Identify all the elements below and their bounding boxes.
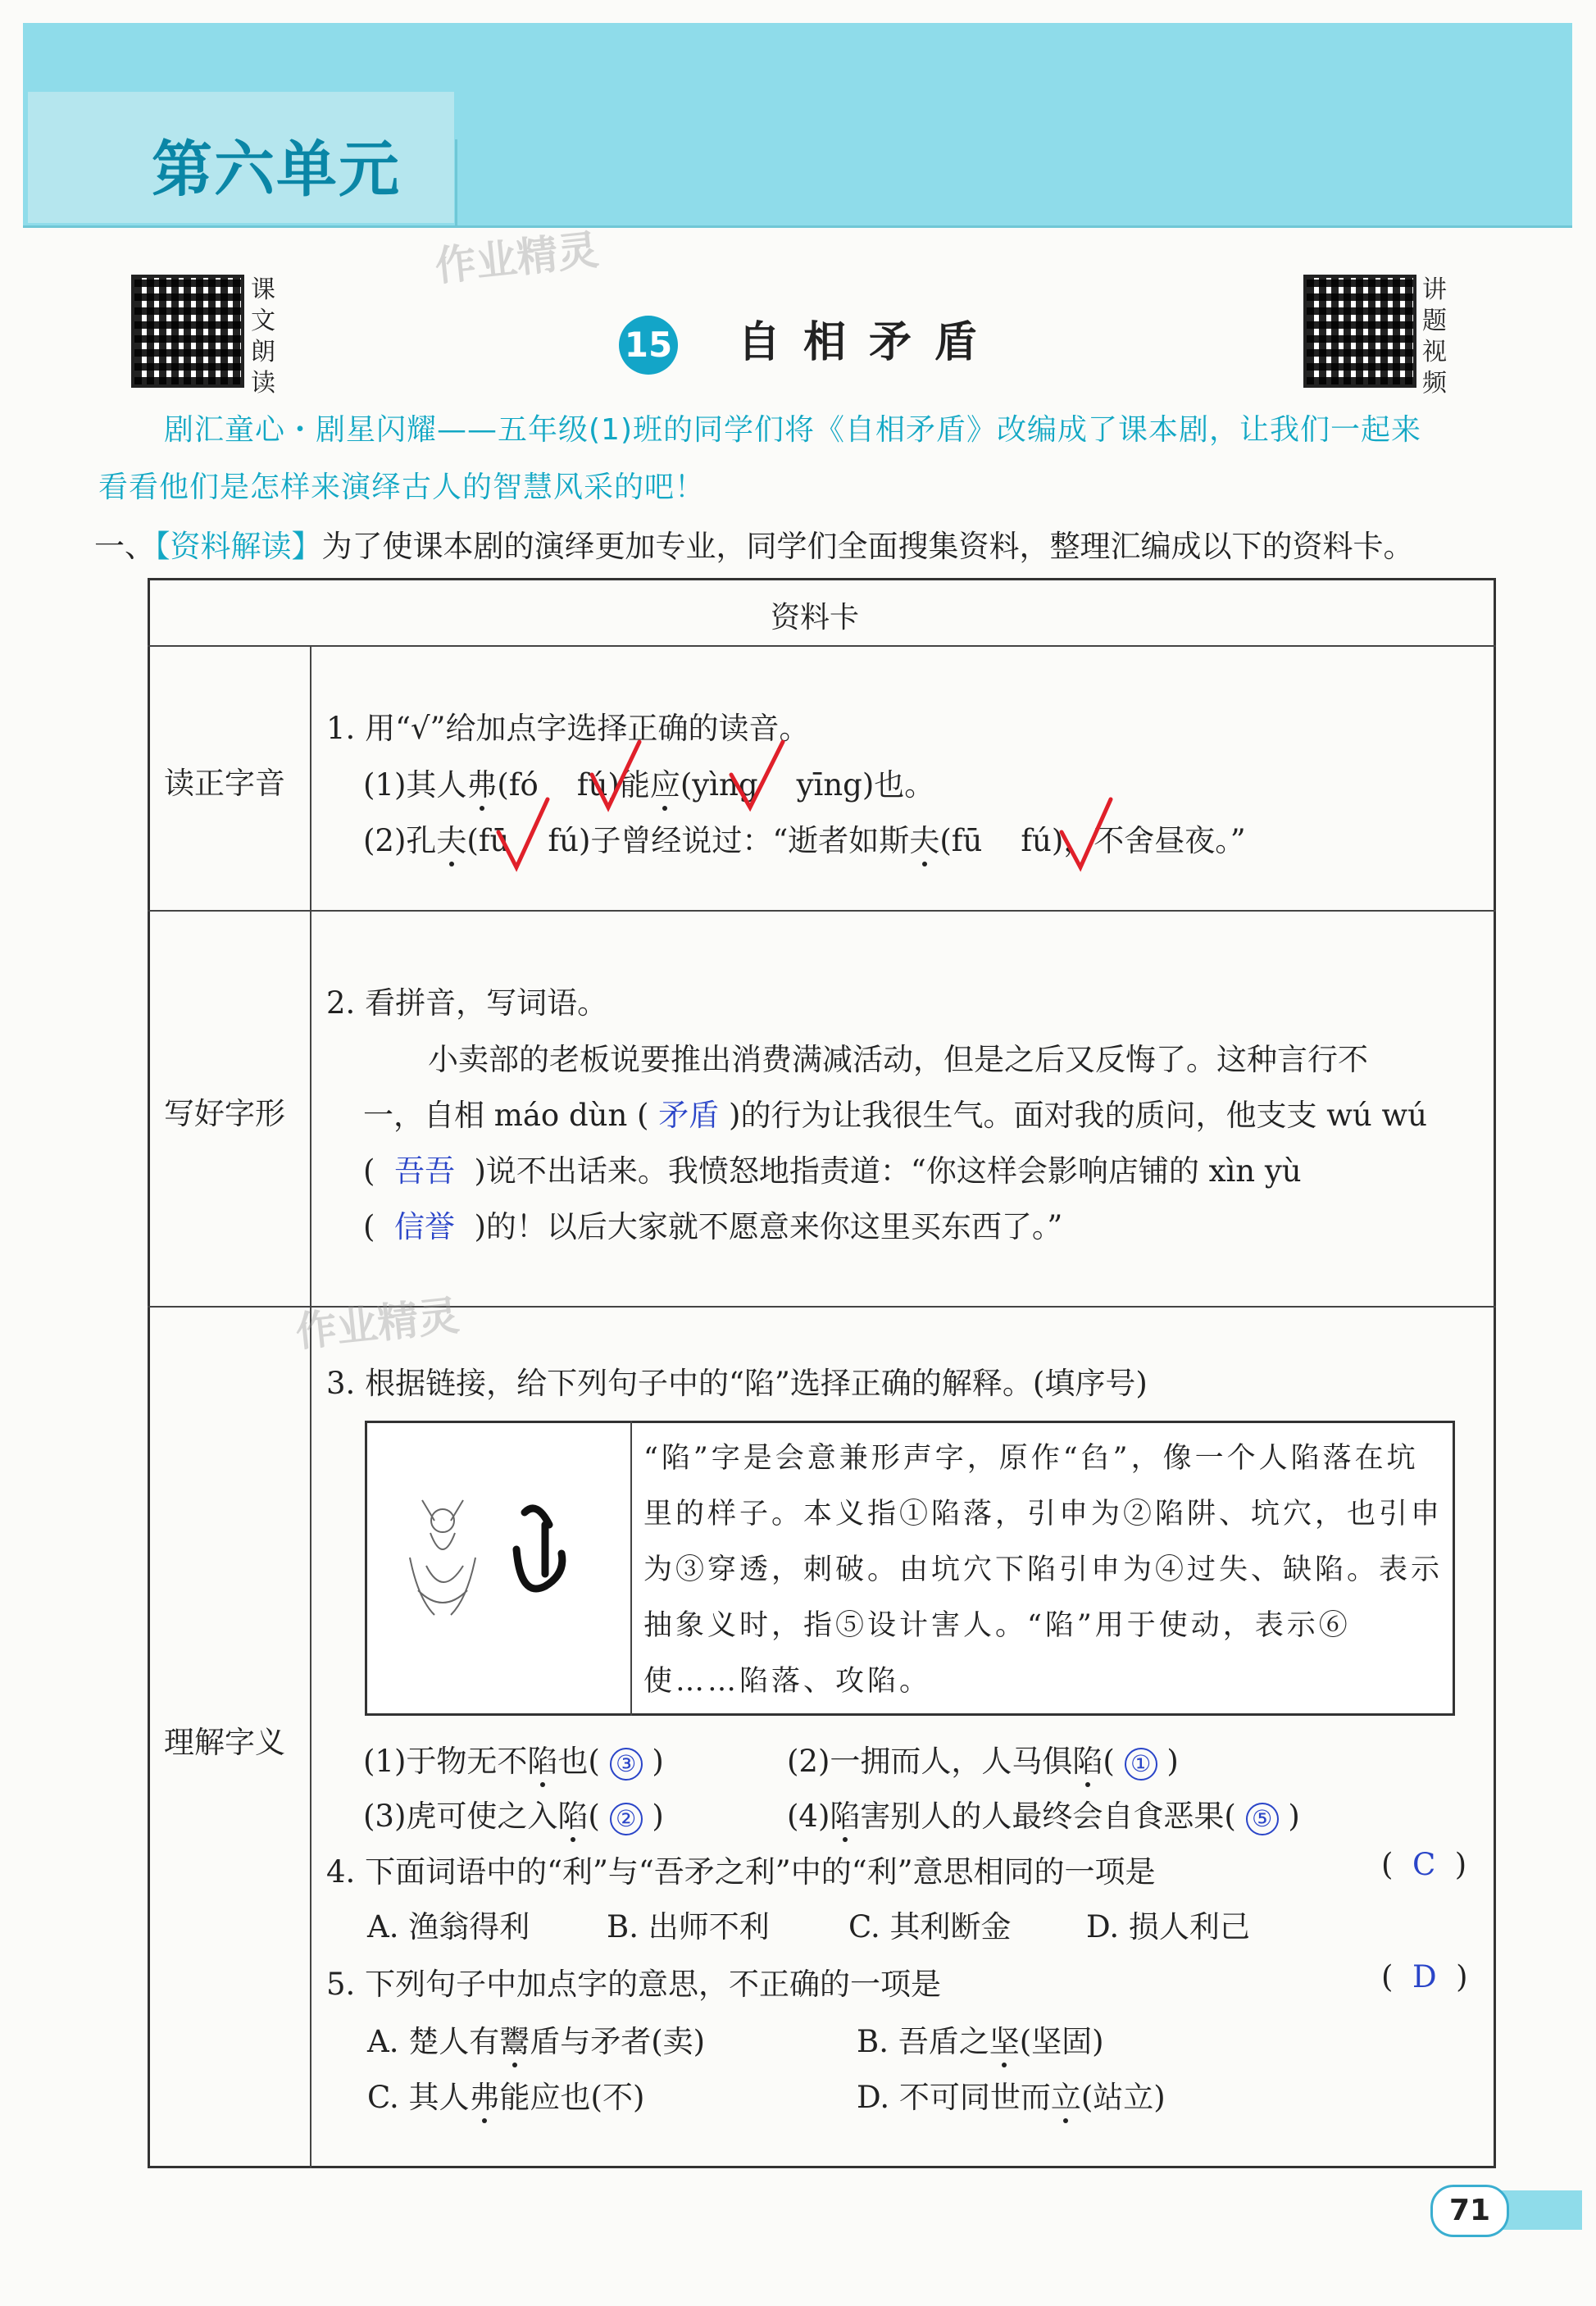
q5-d-text: D. 不可同世而 xyxy=(857,2080,1051,2115)
q2-line-3 xyxy=(363,1146,1302,1190)
row-label-meaning: 理解字义 xyxy=(164,1725,285,1760)
q2-line3-b: )说不出话来。我愤怒地指责道：“你这样会影响店铺的 xìn yù xyxy=(474,1153,1302,1189)
lesson-number-badge: 15 xyxy=(619,316,678,375)
q3-sub2-b: ( xyxy=(1103,1744,1115,1779)
answer-circle: ⑤ xyxy=(1246,1803,1279,1835)
card-header: 资料卡 xyxy=(771,601,860,634)
q5-a-text-2: 盾与矛者(卖) xyxy=(530,2024,706,2059)
q2-line4-b: )的！以后大家就不愿意来你这里买东西了。” xyxy=(474,1209,1063,1244)
q1-line1-c: fú)能 xyxy=(576,767,650,803)
q4-option-c: C. 其利断金 xyxy=(848,1909,1012,1944)
qr-code-reading[interactable] xyxy=(131,275,244,388)
dotted-char: 夫 xyxy=(436,816,466,860)
answer-circle: ③ xyxy=(610,1748,643,1781)
q3-sub-3 xyxy=(363,1791,664,1835)
q5-answer-bracket: ( D ) xyxy=(1381,1959,1468,1994)
intro-line-2: 看看他们是怎样来演绎古人的智慧风采的吧！ xyxy=(98,471,706,504)
q1-line-1 xyxy=(363,760,934,804)
q3-sub3-a: (3)虎可使之入 xyxy=(363,1799,558,1834)
q5-title: 5. 下列句子中加点字的意思，不正确的一项是 xyxy=(326,1967,942,2002)
q2-line2-b: )的行为让我很生气。面对我的质问，他支支 wú wú xyxy=(729,1098,1427,1133)
q2-line-2 xyxy=(363,1090,1427,1135)
dotted-char: 陷 xyxy=(830,1791,860,1835)
q5-d-text-2: (站立) xyxy=(1080,2080,1166,2115)
close-paren: ) xyxy=(1166,1744,1179,1779)
close-paren: ) xyxy=(1288,1799,1300,1834)
q4-option-a: A. 渔翁得利 xyxy=(367,1909,530,1944)
q3-sub4-a: (4) xyxy=(787,1799,830,1834)
qr-label-video: 讲题视频 xyxy=(1422,275,1447,398)
q3-sub1-b: 也( xyxy=(557,1744,600,1779)
q2-line2-a: 一，自相 máo dùn ( xyxy=(363,1098,649,1133)
q3-sub1-a: (1)于物无不 xyxy=(363,1744,528,1779)
dotted-char: 陷 xyxy=(557,1791,588,1835)
row-label-pronunciation: 读正字音 xyxy=(164,766,285,801)
q3-sub4-b: 害别人的人最终会自食恶果( xyxy=(860,1799,1236,1834)
q4-answer-bracket: ( C ) xyxy=(1381,1847,1467,1882)
q2-line-1: 小卖部的老板说要推出消费满减活动，但是之后又反悔了。这种言行不 xyxy=(428,1042,1368,1077)
answer-xinyu: 信誉 xyxy=(393,1209,455,1244)
q1-line2-a: (2)孔 xyxy=(363,823,437,858)
q5-option-a xyxy=(367,2017,705,2061)
unit-title: 第六单元 xyxy=(152,134,401,205)
intro-line-1: 剧汇童心・剧星闪耀——五年级(1)班的同学们将《自相矛盾》改编成了课本剧，让我们一起来 xyxy=(164,413,1421,447)
q5-b-text: B. 吾盾之 xyxy=(857,2024,989,2059)
qr-code-video[interactable] xyxy=(1303,275,1416,388)
q1-line1-e: yīng)也。 xyxy=(796,767,935,803)
q3-title: 3. 根据链接，给下列句子中的“陷”选择正确的解释。(填序号) xyxy=(326,1366,1148,1401)
q1-title: 1. 用“√”给加点字选择正确的读音。 xyxy=(326,711,810,746)
table-divider xyxy=(148,645,1496,647)
question-1-text: 为了使课本剧的演绎更加专业，同学们全面搜集资料，整理汇编成以下的资料卡。 xyxy=(321,529,1414,564)
q5-c-text: C. 其人 xyxy=(367,2080,470,2115)
q5-b-text-2: (坚固) xyxy=(1019,2024,1104,2059)
q5-option-b xyxy=(857,2017,1104,2061)
q3-sub3-b: ( xyxy=(588,1799,600,1834)
q2-line4-a: ( xyxy=(363,1209,375,1244)
question-1-prefix: 一、 xyxy=(94,529,155,564)
q1-line2-e: fú)，不舍昼夜。” xyxy=(1021,823,1246,858)
answer-wuwu: 吾吾 xyxy=(393,1153,455,1189)
q4-answer: C xyxy=(1412,1847,1436,1882)
dotted-char: 陷 xyxy=(527,1736,557,1781)
q5-option-d xyxy=(857,2072,1166,2117)
dotted-char: 立 xyxy=(1051,2072,1081,2117)
q4-title: 4. 下面词语中的“利”与“吾矛之利”中的“利”意思相同的一项是 xyxy=(326,1854,1156,1890)
dotted-char: 弗 xyxy=(466,760,497,804)
q2-line3-a: ( xyxy=(363,1153,375,1189)
q5-c-text-2: 能应也(不) xyxy=(499,2080,645,2115)
q1-line2-b: (fū xyxy=(466,823,510,858)
page-number: 71 xyxy=(1430,2185,1509,2237)
q2-title: 2. 看拼音，写词语。 xyxy=(326,985,608,1021)
q3-sub-4 xyxy=(787,1791,1300,1835)
answer-circle: ② xyxy=(610,1803,643,1835)
ancient-character-illustration xyxy=(385,1476,607,1656)
close-paren: ) xyxy=(652,1799,664,1834)
etymology-text: “陷”字是会意兼形声字，原作“臽”，像一个人陷落在坑里的样子。本义指①陷落，引申为②陷阱、坑穴，也引申为③穿透，刺破。由坑穴下陷引申为④过失、缺陷。表示抽象义时，指⑤设计害人。“陷”用于使动，表示⑥使……陷落、攻陷。 xyxy=(643,1442,1444,1698)
etymology-box-divider xyxy=(630,1421,632,1716)
table-divider xyxy=(148,910,1496,912)
q1-line1-b: (fó xyxy=(497,767,539,803)
watermark: 作业精灵 xyxy=(432,225,601,291)
question-1-tag: 【资料解读】 xyxy=(155,529,322,564)
question-1-heading xyxy=(94,521,1414,566)
q1-line2-c: fú)子曾经说过：“逝者如斯 xyxy=(548,823,910,858)
dotted-char: 弗 xyxy=(470,2072,500,2117)
answer-maodun: 矛盾 xyxy=(658,1098,720,1133)
q3-sub-2 xyxy=(787,1736,1179,1781)
answer-circle: ① xyxy=(1125,1748,1157,1781)
q2-line-4 xyxy=(363,1202,1062,1246)
q5-answer: D xyxy=(1412,1959,1437,1994)
table-column-divider xyxy=(310,645,311,2168)
dotted-char: 陷 xyxy=(1072,1736,1103,1781)
q3-sub2-a: (2)一拥而人，人马俱 xyxy=(787,1744,1073,1779)
q4-option-b: B. 出师不利 xyxy=(607,1909,770,1944)
dotted-char: 鬻 xyxy=(499,2017,530,2061)
q1-line-2 xyxy=(363,816,1246,860)
q5-a-text: A. 楚人有 xyxy=(367,2024,500,2059)
watermark: 作业精灵 xyxy=(293,1291,462,1357)
qr-label-reading: 课文朗读 xyxy=(251,275,275,398)
q1-line1-d: (yìng xyxy=(680,767,758,803)
lesson-title: 自相矛盾 xyxy=(738,318,1001,367)
row-label-writing: 写好字形 xyxy=(164,1096,285,1131)
dotted-char: 夫 xyxy=(909,816,939,860)
dotted-char: 坚 xyxy=(989,2017,1020,2061)
q3-sub-1 xyxy=(363,1736,664,1781)
q4-option-d: D. 损人利己 xyxy=(1086,1909,1250,1944)
dotted-char: 应 xyxy=(650,760,680,804)
q5-option-c xyxy=(367,2072,644,2117)
q1-line1-a: (1)其人 xyxy=(363,767,467,803)
q1-line2-d: (fū xyxy=(939,823,983,858)
close-paren: ) xyxy=(652,1744,664,1779)
header-divider xyxy=(455,139,457,225)
